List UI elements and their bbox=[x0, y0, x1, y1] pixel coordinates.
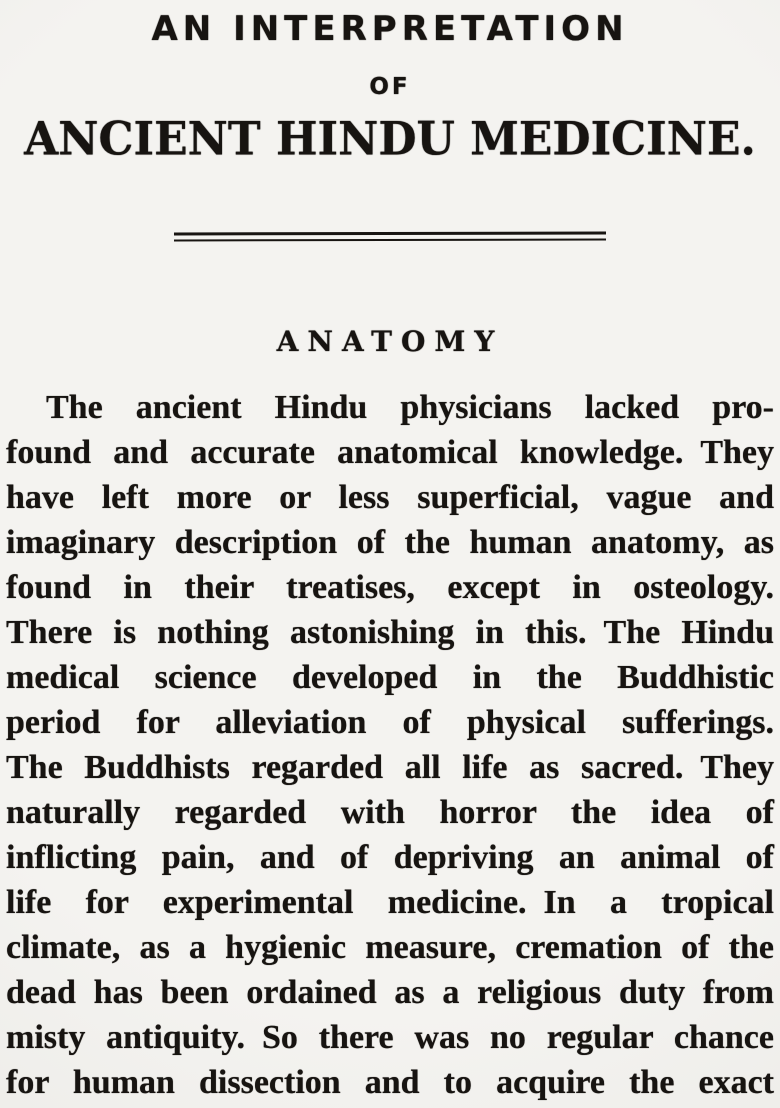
body-paragraph bbox=[0, 385, 780, 1105]
paragraph-line: dead has been ordained as a religious duty from bbox=[6, 974, 774, 1011]
paragraph-line: naturally regarded with horror the idea of bbox=[6, 794, 774, 831]
book-title-line2: OF bbox=[369, 74, 411, 100]
double-rule-divider bbox=[174, 232, 606, 242]
paragraph-line: The ancient Hindu physicians lacked pro- bbox=[46, 389, 774, 426]
paragraph-line: imaginary description of the human anatomy, as bbox=[6, 524, 774, 561]
paragraph-line: for human dissection and to acquire the exact bbox=[6, 1064, 774, 1101]
paragraph-line: misty antiquity. So there was no regular chance bbox=[6, 1019, 774, 1056]
book-title-line3: ANCIENT HINDU MEDICINE. bbox=[24, 112, 756, 166]
paragraph-line: The Buddhists regarded all life as sacred. They bbox=[6, 749, 774, 786]
book-title-line1: AN INTERPRETATION bbox=[151, 9, 629, 49]
paragraph-line: There is nothing astonishing in this. The Hindu bbox=[6, 614, 774, 651]
paragraph-line: period for alleviation of physical sufferings. bbox=[6, 704, 774, 741]
section-heading-anatomy: ANATOMY bbox=[276, 325, 504, 358]
paragraph-line: found in their treatises, except in osteology. bbox=[6, 569, 774, 606]
paragraph-line: have left more or less superficial, vague and bbox=[6, 479, 774, 516]
paragraph-line: climate, as a hygienic measure, cremation of the bbox=[6, 929, 774, 966]
paragraph-line: life for experimental medicine. In a tropical bbox=[6, 884, 774, 921]
paragraph-line: medical science developed in the Buddhistic bbox=[6, 659, 774, 696]
paragraph-line: found and accurate anatomical knowledge. They bbox=[6, 434, 774, 471]
paragraph-line: inflicting pain, and of depriving an animal of bbox=[6, 839, 774, 876]
